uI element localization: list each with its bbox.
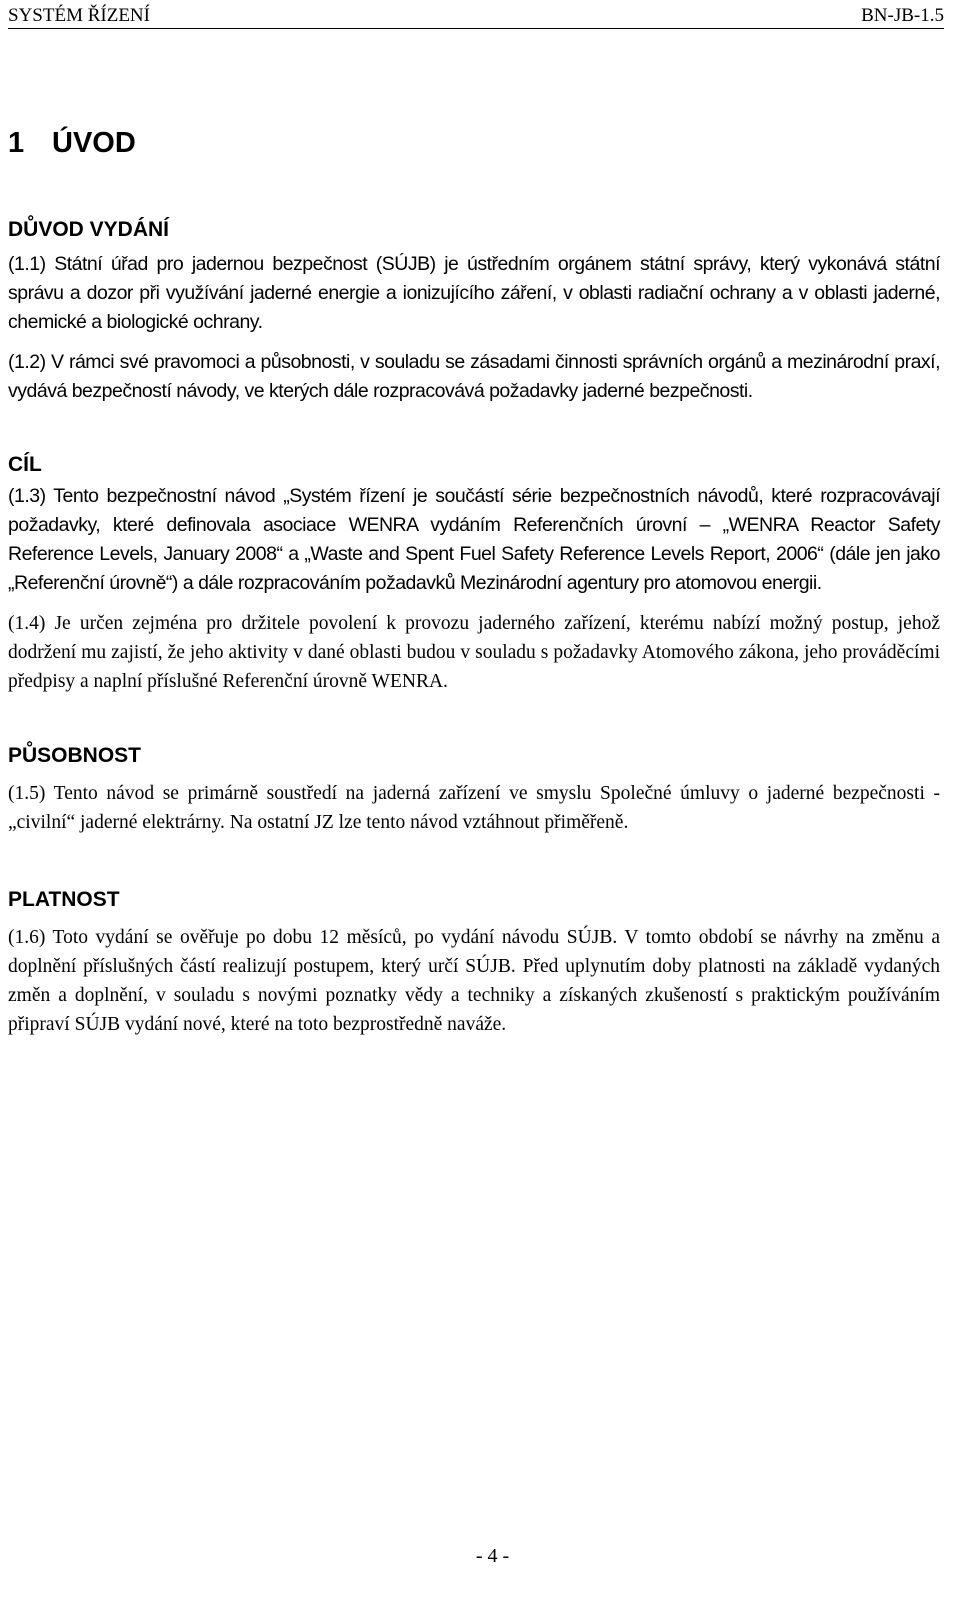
paragraph-1-3: (1.3) Tento bezpečnostní návod „Systém řízení je součástí série bezpečnostních návodů, které rozpracovávají požadavky, které definovala asociace WENRA vydáním Referenčních úrovní – „WENRA Reactor Safety Reference Levels, January 2008“ a „Waste and Spent Fuel Safety Reference Levels Report, 2006“ (dále jen jako „Referenční úrovně“) a dále rozpracováním požadavků Mezinárodní agentury pro atomovou energii. [8,485,940,594]
paragraph-1-4: (1.4) Je určen zejména pro držitele povolení k provozu jaderného zařízení, kterému nabízí možný postup, jehož dodržení mu zajistí, že jeho aktivity v dané oblasti budou v souladu s požadavky Atomového zákona, jeho prováděcími předpisy a naplní příslušné Referenční úrovně WENRA. [8,613,940,692]
page-number: - 4 - [475,1545,510,1567]
section-heading-platnost: PLATNOST [8,888,120,911]
section-heading-cil: CÍL [8,453,42,476]
chapter-title: ÚVOD [52,127,136,159]
document-body [8,118,940,1039]
section-heading-duvod: DŮVOD VYDÁNÍ [8,218,170,241]
chapter-heading [8,125,940,161]
paragraph-1-5: (1.5) Tento návod se primárně soustředí na jaderná zařízení ve smyslu Společné úmluvy o jaderné bezpečnosti - „civilní“ jaderné elektrárny. Na ostatní JZ lze tento návod vztáhnout přiměřeně. [8,783,940,833]
paragraph-1-6: (1.6) Toto vydání se ověřuje po dobu 12 měsíců, po vydání návodu SÚJB. V tomto období se návrhy na změnu a doplnění příslušných částí realizují postupem, který určí SÚJB. Před uplynutím doby platnosti na základě vydaných změn a doplnění, v souladu s novými poznatky vědy a techniky a získaných zkušeností s praktickým používáním připraví SÚJB vydání nové, které na toto bezprostředně naváže. [8,927,940,1035]
chapter-number: 1 [8,127,25,159]
paragraph-1-1: (1.1) Státní úřad pro jadernou bezpečnost (SÚJB) je ústředním orgánem státní správy, který vykonává státní správu a dozor při využívání jaderné energie a ionizujícího záření, v oblasti radiační ochrany a v oblasti jaderné, chemické a biologické ochrany. [8,253,940,333]
page-header [8,6,944,29]
section-heading-pusobnost: PŮSOBNOST [8,744,142,767]
header-document-title: SYSTÉM ŘÍZENÍ [8,5,150,26]
header-document-code: BN-JB-1.5 [861,5,944,26]
paragraph-1-2: (1.2) V rámci své pravomoci a působnosti, v souladu se zásadami činnosti správních orgánů a mezinárodní praxí, vydává bezpečností návody, ve kterých dále rozpracovává požadavky jaderné bezpečnosti. [8,351,940,402]
